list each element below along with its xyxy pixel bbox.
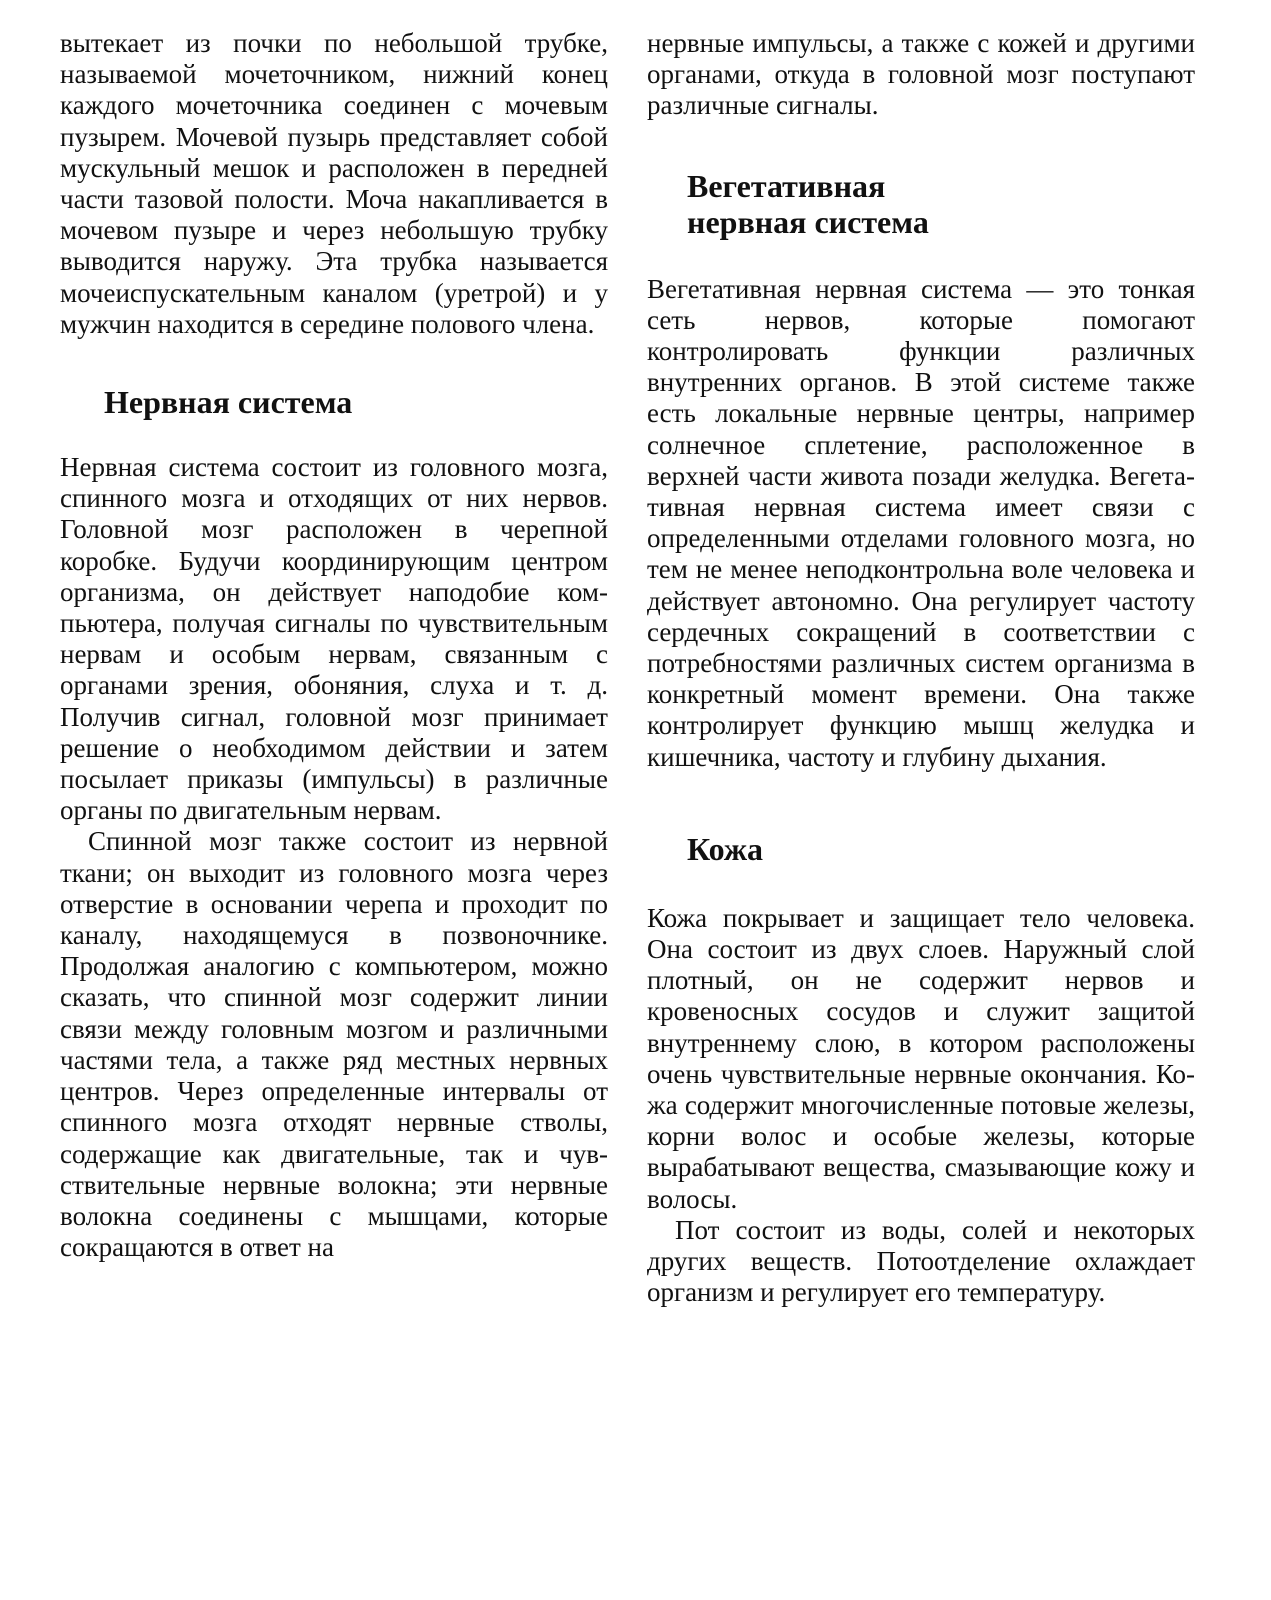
- heading-autonomic-line2: нервная система: [687, 203, 929, 240]
- heading-skin: Кожа: [687, 830, 764, 867]
- paragraph-skin: Кожа покрывает и защищает тело человека. Она состоит из двух слоев. Наружный слой плотный, он не содержит нервов и кровеносных сосудов и служит защитой внутреннему слою, в котором расположены очень чувствительные нервные окончания. Кожа содержит многочисленные потовые железы, корни волос и особые железы, которые вырабатывают вещества, смазывающие кожу и волосы.: [647, 902, 1195, 1214]
- heading-autonomic-nervous-system: [647, 168, 1195, 240]
- paragraph-nervous-system: Нервная система состоит из головного мозга, спинного мозга и отходящих от них нервов. Головной мозг расположен в черепной коробке. Будучи координирующим центром организма, он действует наподобие компьютера, получая сигналы по чувствительным нервам и особым нервам, связанным с органами зрения, обоняния, слуха и т. д. Получив сигнал, головной мозг принимает решение о необходимом действии и затем посылает приказы (импульсы) в различные органы по двигательным нервам.: [60, 452, 608, 826]
- paragraph-sweat: Пот состоит из воды, солей и некоторых других веществ. Потоотделение охлаждает организм и регулирует его температуру.: [647, 1214, 1195, 1308]
- paragraph-nerve-impulses-continuation: нервные импульсы, а также с кожей и другими органами, откуда в головной мозг поступают различные сигналы.: [647, 28, 1195, 121]
- paragraph-autonomic-nervous-system: Вегетативная нервная система — это тонкая сеть нервов, которые помогают контролировать функции различных внутренних органов. В этой системе также есть локальные нервные центры, например солнечное сплетение, расположенное в верхней части живота позади желудка. Вегетативная нервная система имеет связи с определенными отделами головного мозга, но тем не менее неподконтрольна воле человека и действует автономно. Она регулирует частоту сердечных сокращений в соответствии с потребностями различных систем организма в конкретный момент времени. Она также контролирует функцию мышц желудка и кишечника, частоту и глубину дыхания.: [647, 273, 1195, 772]
- heading-nervous-system: Нервная система: [104, 384, 353, 421]
- right-column: [647, 28, 1195, 1309]
- left-column: [60, 28, 608, 1263]
- heading-autonomic-line1: Вегетативная: [687, 167, 886, 204]
- paragraph-urinary-continuation: вытекает из почки по небольшой трубке, называемой мочеточником, нижний конец каждого мочеточника соединен с мочевым пузырем. Мочевой пузырь представляет собой мускульный мешок и расположен в передней части тазовой полости. Моча накапливается в мочевом пузыре и через небольшую трубку выводится наружу. Эта трубка называется мочеиспускательным каналом (уретрой) и у мужчин находится в середине полового члена.: [60, 28, 608, 339]
- paragraph-spinal-cord: Спинной мозг также состоит из нервной ткани; он выходит из головного мозга через отверстие в основании черепа и проходит по каналу, находящемуся в позвоночнике. Продолжая аналогию с компьютером, можно сказать, что спинной мозг содержит линии связи между головным мозгом и различными частями тела, а также ряд местных нервных центров. Через определенные интервалы от спинного мозга отходят нервные стволы, содержащие как двигательные, так и чувствительные нервные волокна; эти нервные волокна соединены с мышцами, которые сокращаются в ответ на: [60, 826, 608, 1263]
